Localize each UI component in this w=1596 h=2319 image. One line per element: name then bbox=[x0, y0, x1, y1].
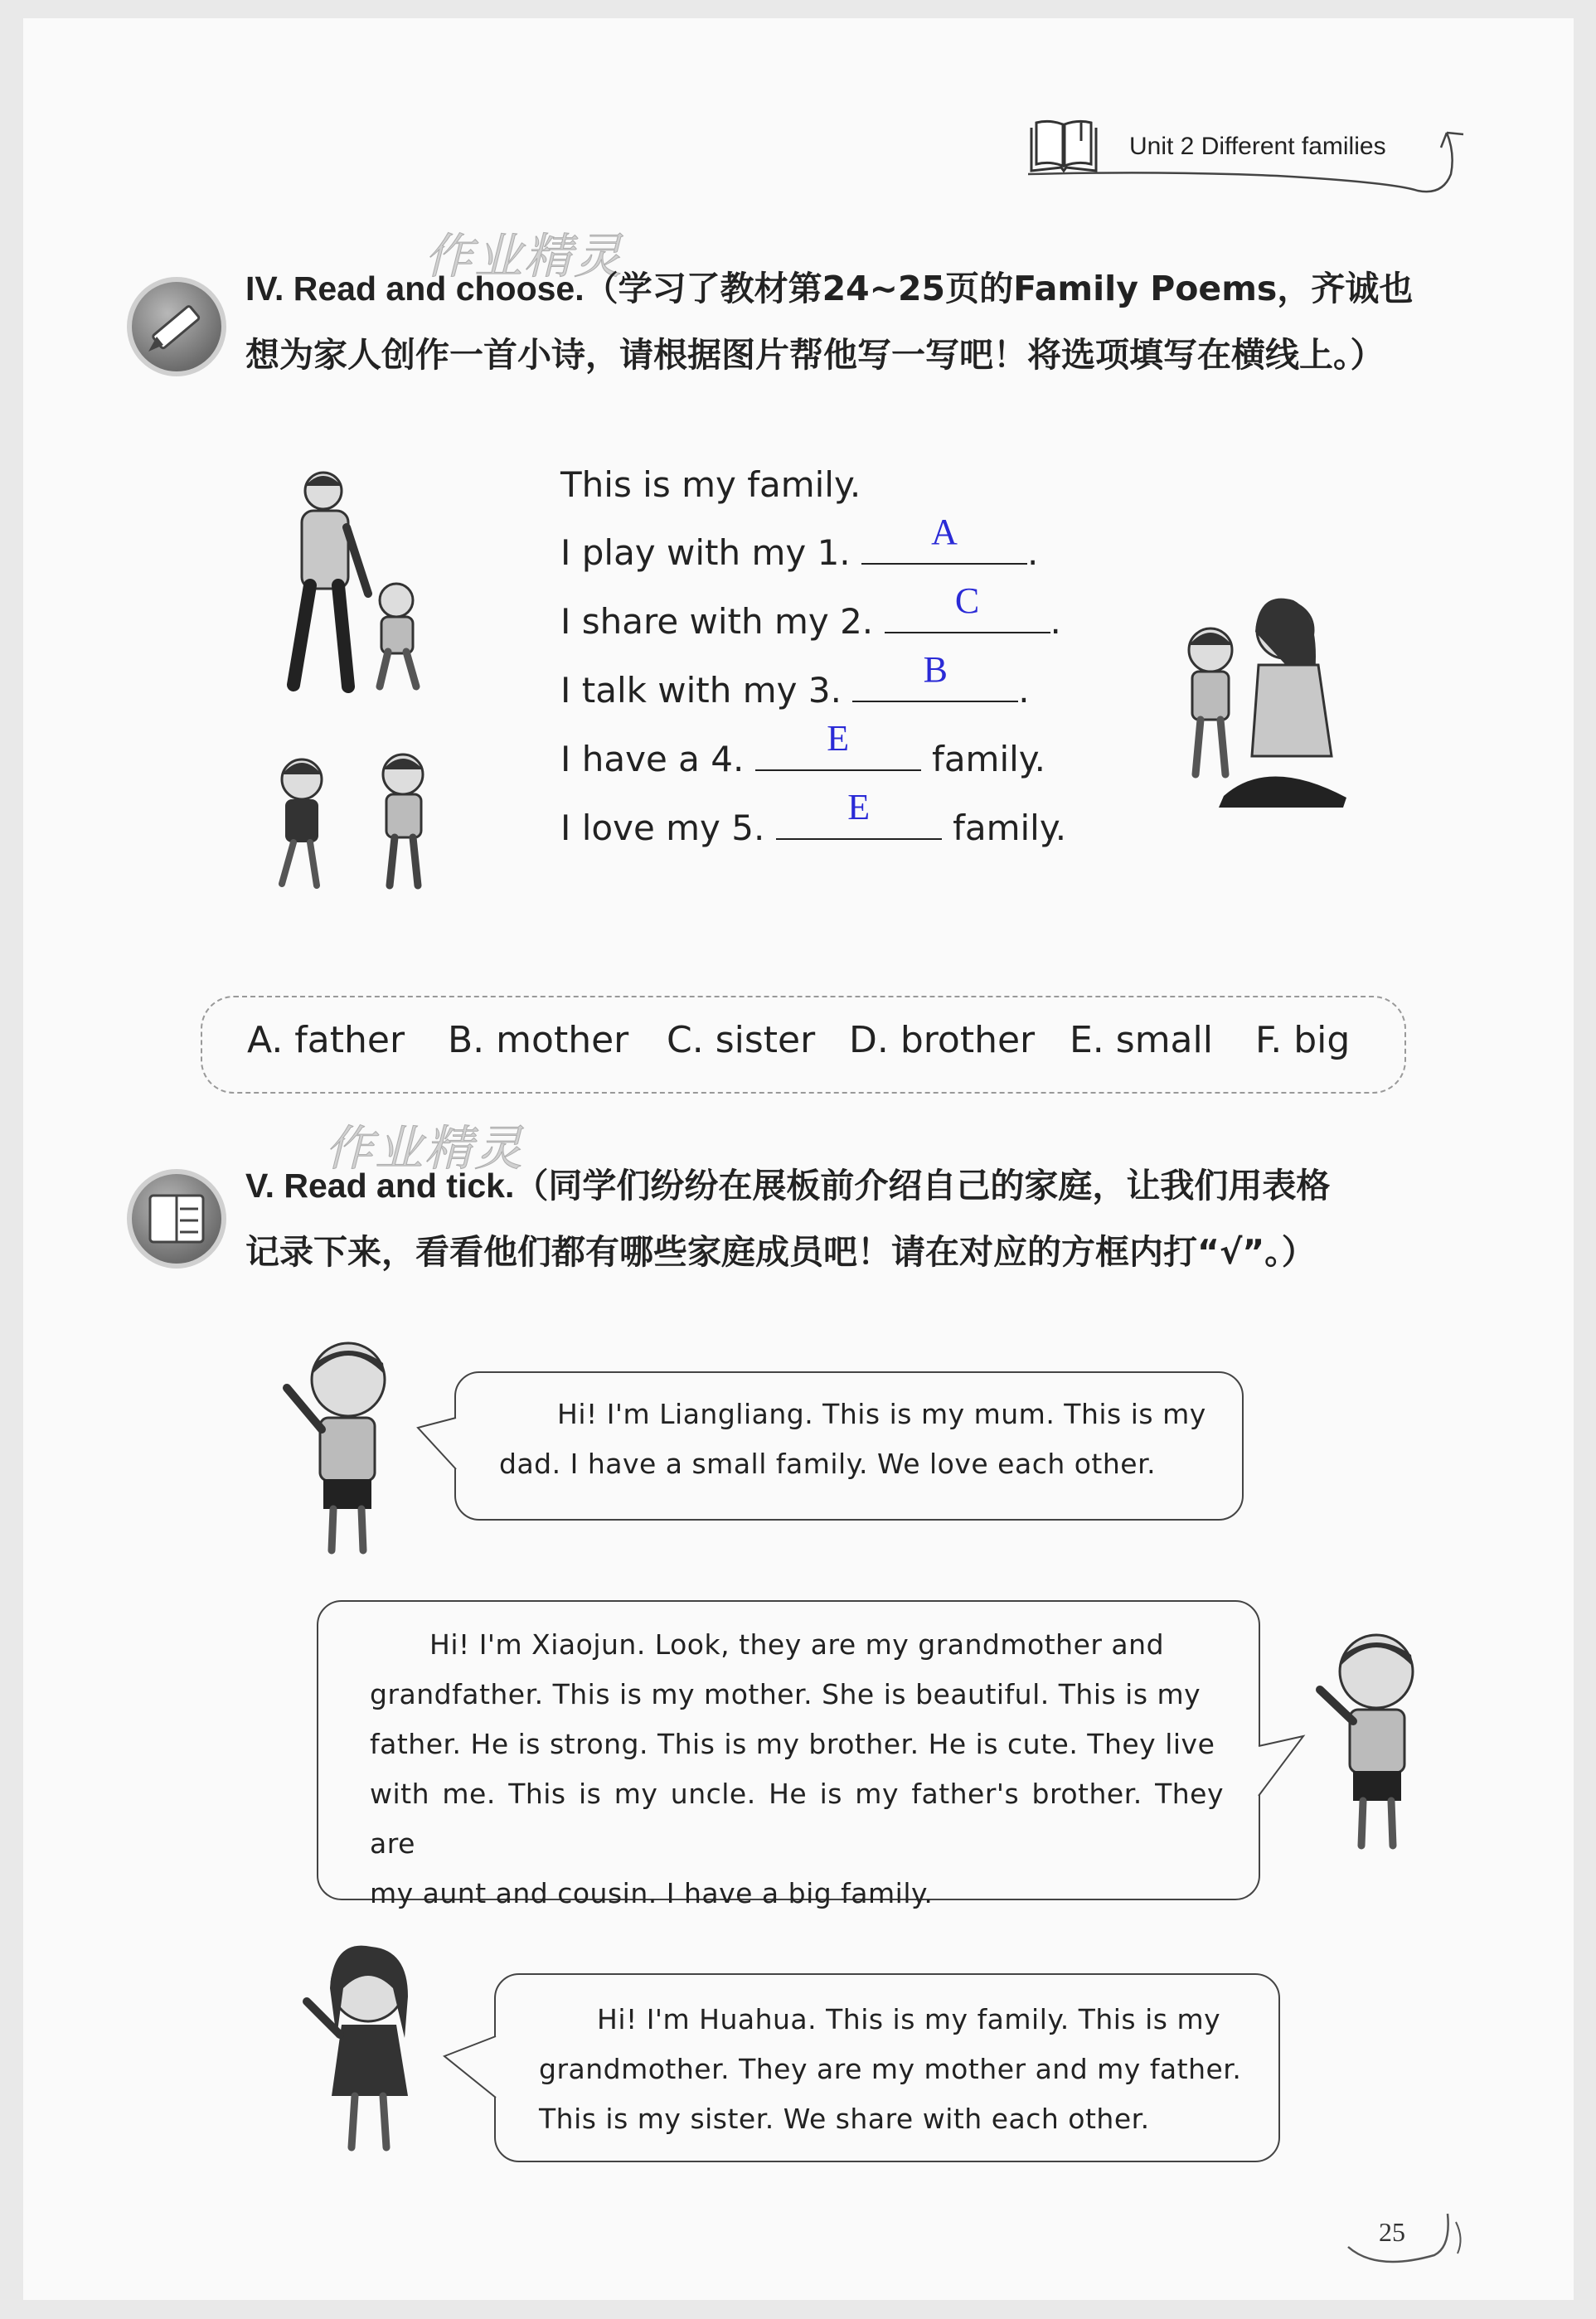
option-d: D. brother bbox=[849, 1019, 1036, 1061]
bubble-line: Hi! I'm Liangliang. This is my mum. This is my bbox=[557, 1398, 1206, 1430]
section4-title bbox=[245, 255, 1464, 388]
speech-bubble-liangliang bbox=[454, 1371, 1244, 1521]
section5-title-cn: （同学们纷纷在展板前介绍自己的家庭，让我们用表格 bbox=[514, 1166, 1331, 1206]
answer-text: E bbox=[847, 787, 871, 827]
pencil-icon bbox=[127, 277, 226, 376]
poem-text: I play with my 1. bbox=[560, 532, 851, 573]
bubble-line: dad. I have a small family. We love each other. bbox=[499, 1448, 1157, 1480]
answer-text: B bbox=[923, 649, 948, 690]
section5-title-en: V. Read and tick. bbox=[245, 1167, 515, 1205]
bubble-line: grandfather. This is my mother. She is beautiful. This is my bbox=[370, 1678, 1201, 1710]
answer-blank[interactable] bbox=[755, 718, 921, 771]
poem-line bbox=[560, 718, 1046, 779]
bubble-line: with me. This is my uncle. He is my father's brother. They are bbox=[370, 1778, 1224, 1860]
watermark: 作业精灵 bbox=[325, 1120, 525, 1176]
section4-title-cn: （学习了教材第24~25页的Family Poems，齐诚也 bbox=[584, 269, 1414, 308]
poem-line bbox=[560, 649, 1030, 711]
bubble-tail bbox=[415, 1409, 458, 1476]
board-icon bbox=[127, 1169, 226, 1269]
section5-title-cn-2: 记录下来，看看他们都有哪些家庭成员吧！请在对应的方框内打“√”。） bbox=[245, 1232, 1316, 1272]
poem-line bbox=[560, 787, 1067, 848]
option-f: F. big bbox=[1255, 1019, 1351, 1061]
answer-blank[interactable] bbox=[861, 512, 1027, 565]
answer-blank[interactable] bbox=[852, 649, 1018, 702]
poem-text: . bbox=[1018, 670, 1030, 711]
poem-text: family. bbox=[932, 739, 1046, 779]
speech-bubble-xiaojun bbox=[317, 1600, 1260, 1909]
poem-text: . bbox=[1027, 532, 1039, 573]
answer-text: A bbox=[931, 512, 958, 552]
page-number-swoosh bbox=[1343, 2205, 1467, 2272]
poem-text: I love my 5. bbox=[560, 808, 765, 848]
poem-text: I have a 4. bbox=[560, 739, 745, 779]
answer-blank[interactable] bbox=[776, 787, 942, 840]
bubble-text bbox=[499, 1390, 1214, 1489]
poem-line bbox=[560, 512, 1039, 573]
bubble-text bbox=[370, 1620, 1224, 1919]
bubble-line: Hi! I'm Xiaojun. Look, they are my grandmother and bbox=[429, 1628, 1165, 1661]
sister-and-brother-illustration bbox=[257, 750, 448, 892]
mother-and-son-illustration bbox=[1169, 590, 1360, 822]
bubble-line: father. He is strong. This is my brother. He is cute. They live bbox=[370, 1728, 1215, 1760]
option-b: B. mother bbox=[448, 1019, 629, 1061]
options-box bbox=[201, 996, 1406, 1094]
liangliang-illustration bbox=[274, 1338, 398, 1562]
bubble-line: my aunt and cousin. I have a big family. bbox=[370, 1877, 934, 1909]
speech-bubble-huahua bbox=[494, 1973, 1280, 2162]
bubble-line: grandmother. They are my mother and my father. bbox=[539, 2053, 1242, 2085]
option-e: E. small bbox=[1070, 1019, 1213, 1061]
section5-title bbox=[245, 1152, 1464, 1285]
bubble-text bbox=[539, 1995, 1244, 2144]
bubble-line: This is my sister. We share with each other. bbox=[539, 2103, 1150, 2135]
answer-text: E bbox=[827, 718, 850, 759]
bubble-line: Hi! I'm Huahua. This is my family. This is my bbox=[597, 2003, 1221, 2035]
huahua-illustration bbox=[292, 1938, 433, 2162]
watermark: 作业精灵 bbox=[424, 228, 624, 284]
father-and-son-illustration bbox=[264, 469, 438, 701]
answer-blank[interactable] bbox=[885, 580, 1050, 633]
xiaojun-illustration bbox=[1310, 1630, 1434, 1862]
section4-title-en: IV. Read and choose. bbox=[245, 269, 585, 308]
unit-title: Unit 2 Different families bbox=[1129, 133, 1386, 160]
poem-text: I share with my 2. bbox=[560, 601, 874, 642]
option-a: A. father bbox=[247, 1019, 405, 1061]
poem-text: family. bbox=[953, 808, 1067, 848]
answer-text: C bbox=[954, 580, 980, 621]
poem-text: . bbox=[1050, 601, 1061, 642]
bubble-tail bbox=[1257, 1730, 1307, 1804]
poem-line: This is my family. bbox=[560, 464, 861, 505]
section4-title-cn-2: 想为家人创作一首小诗，请根据图片帮他写一写吧！将选项填写在横线上。） bbox=[245, 335, 1385, 375]
bubble-tail bbox=[441, 2031, 497, 2106]
poem-line bbox=[560, 580, 1061, 642]
option-c: C. sister bbox=[667, 1019, 816, 1061]
poem-text: I talk with my 3. bbox=[560, 670, 842, 711]
page-number: 25 bbox=[1379, 2217, 1405, 2247]
